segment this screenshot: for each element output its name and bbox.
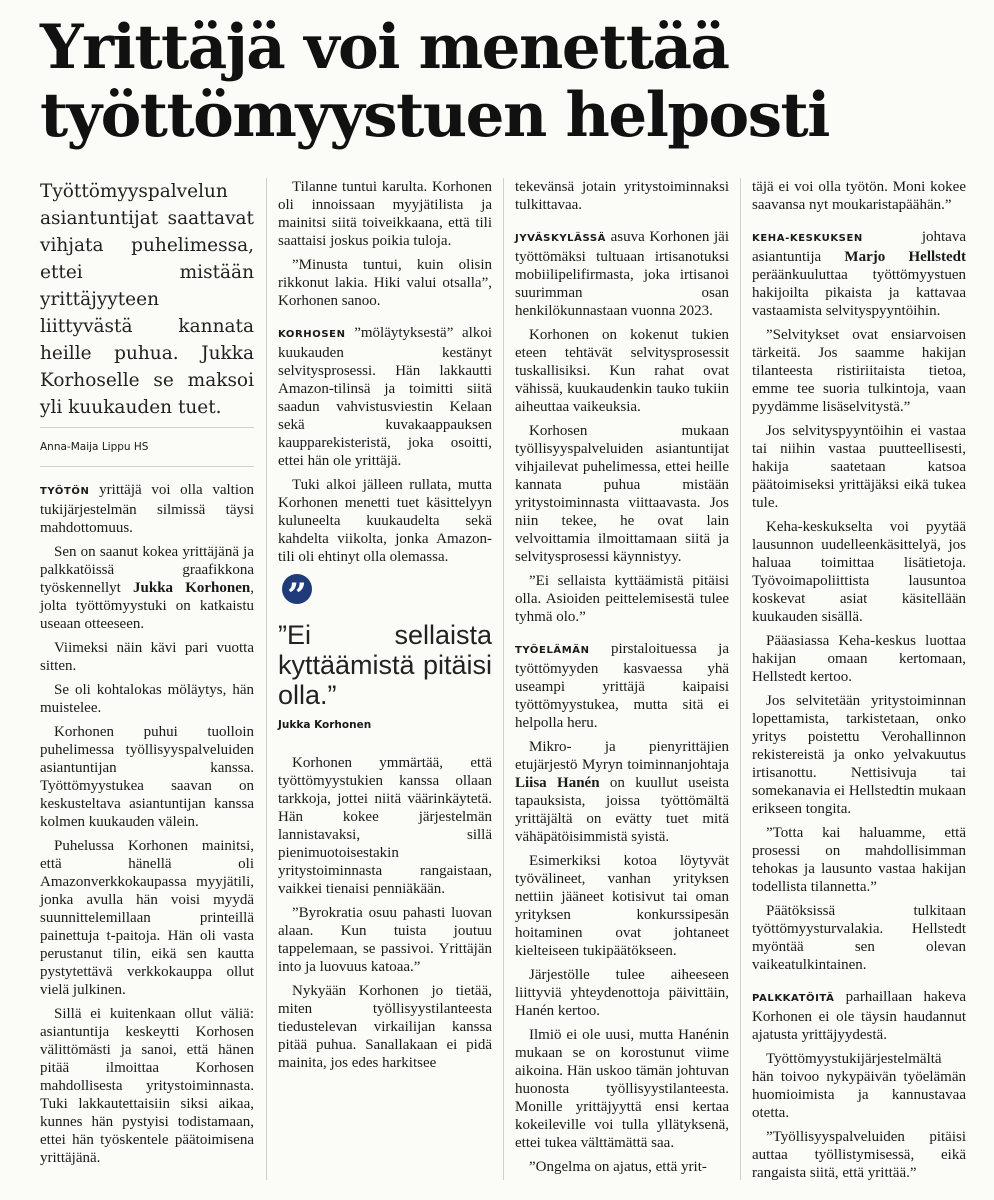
lead-paragraph: Työttömyyspalvelun asiantuntijat saattavat vihjata puhelimessa, ettei mistään yrittäjyyteen liittyvästä kannata heille puhua. Jukka Korhoselle se maksoi yli kuukauden tuet. [40,181,254,418]
section-lead-caps: PALKKATÖITÄ [752,993,835,1004]
column-3 [515,178,729,1182]
column-divider [740,178,741,1180]
section-lead-caps: JYVÄSKYLÄSSÄ [515,233,606,244]
paragraph-text: parhaillaan hakeva Korhonen ei ole täysin haudannut ajatusta yrittäjyydestä. [752,989,966,1043]
paragraph: Tuki alkoi jälleen rullata, mutta Korhonen menetti tuet käsittelyyn kuluneelta kuukaudelta sekä kahdelta viikolta, jonka Amazon-tili oli ehtinyt olla olemassa. [278,477,492,565]
paragraph: ”Minusta tuntui, kuin olisin rikkonut lakia. Hiki valui otsalla”, Korhonen sanoo. [278,257,492,309]
paragraph-text: pirstaloituessa ja työttömyyden kasvaessa yhä useampi yrittäjä kaipaisi työttömyystukea, mutta sitä ei helpolla heru. [515,641,729,731]
paragraph-text: peräänkuuluttaa työttömyystuen hakijoilta pikaista ja kattavaa vastaamista selvityspyyntöihin. [752,267,966,319]
paragraph: Korhonen ymmärtää, että työttömyystukien kanssa ollaan tarkkoja, jottei niitä väärinkäytetä. Hän kokee järjestelmän lannistavaksi, sillä pienimuotoisestakin yritystoiminnasta rangaistaan, vaikkei tienaisi penniäkään. [278,755,492,897]
column-4 [752,178,966,1188]
paragraph: Korhonen on kokenut tukien eteen tehtävät selvitysprosessit tuskallisiksi. Kun rahat ovat vähissä, kuukaudenkin tauko tukiin aiheuttaa vaikeuksia. [515,327,729,415]
column-1 [40,178,254,1173]
paragraph [40,543,254,633]
column-divider [503,178,504,1180]
byline: Anna-Maija Lippu HS [40,427,254,467]
paragraph: Sillä ei kuitenkaan ollut väliä: asiantuntija keskeytti Korhosen välittömästi ja sanoi, että hänen pitää ilmoittaa Korhosen mahdollisesta yritystoiminnasta. Tuki lakkautettaisiin siksi aikaa, kunnes hän pystyisi todistamaan, ettei hän työskentele päätoimisena yrittäjänä. [40,1006,254,1166]
paragraph-text: on kuullut useista tapauksista, joissa työttömältä yrittäjältä on evätty tuet mitä vähäpätöisimmistä syistä. [515,775,730,845]
paragraph: Esimerkiksi kotoa löytyvät työvälineet, vanhan yrityksen nettiin jääneet kotisivut tai oman yrityksen konkurssipesän hoitaminen ovat johtaneet kielteiseen tukipäätökseen. [515,853,729,959]
paragraph: Puhelussa Korhonen mainitsi, että hänellä oli Amazonverkkokaupassa myyjätili, jonka avulla hän voisi myydä suunnittelemillaan printeillä painettuja t-paitoja. Hän oli vasta perustanut tilin, eikä sen kautta pystytettävä verkkokauppa ollut vielä julkinen. [40,838,254,998]
paragraph: Nykyään Korhonen jo tietää, miten työllisyystilanteesta tiedustelevan virkailijan kanssa pitää puhua. Sanallakaan ei pidä mainita, jos edes harkitsee [278,983,492,1071]
paragraph: Viimeksi näin kävi pari vuotta sitten. [40,640,254,674]
paragraph: ”Totta kai haluamme, että prosessi on mahdollisimman tehokas ja lausunto vastaa hakijan todellista tilannetta.” [752,825,966,895]
paragraph: ”Byrokratia osuu pahasti luovan alaan. Kun tuista joutuu tappelemaan, se passivoi. Yrittäjän into ja luovuus katoaa.” [278,905,492,975]
paragraph: Pääasiassa Keha-keskus luottaa hakijan omaan kertomaan, Hellstedt kertoo. [752,633,966,685]
paragraph: Jos selvitetään yritystoiminnan lopettamista, tarkistetaan, onko yritys poistettu Verohallinnon rekistereistä ja onko yelvakuutus irtisanottu. Nettisivuja tai somekanavia ei Hellstedtin mukaan erikseen tongita. [752,693,966,817]
paragraph: Päätöksissä tulkitaan työttömyysturvalakia. Hellstedt myöntää sen olevan vaikeatulkintainen. [752,903,966,973]
pull-quote [278,574,492,734]
paragraph [752,228,966,320]
section-lead-caps: TYÖELÄMÄN [515,645,590,656]
paragraph-text: Mikro- ja pienyrittäjien etujärjestö Myryn toiminnanjohtaja [515,739,729,773]
pull-quote-source: Jukka Korhonen [278,719,372,731]
paragraph [515,228,729,320]
paragraph-text: ”möläytyksestä” alkoi kuukauden kestänyt selvitysprosessi. Hän lakkautti Amazon-tilinsä ja toimitti siitä saadun vahvistusviestin Kelaan sekä kuvakaappauksen kaupparekisteristä, joka osoitti, ettei hän ole yrittäjä. [278,325,492,469]
paragraph-text: yrittäjä voi olla valtion tukijärjestelmän silmissä täysi mahdottomuus. [40,482,254,536]
paragraph [752,988,966,1044]
paragraph: Se oli kohtalokas möläytys, hän muistelee. [40,682,254,716]
paragraph: Työttömyystukijärjestelmältä hän toivoo nykypäivän työelämän huomioimista ja kannustavaa otetta. [752,1051,966,1121]
paragraph [278,324,492,470]
column-divider [266,178,267,1180]
person-name: Marjo Hellstedt [844,249,966,265]
paragraph: ”Työllisyyspalveluiden pitäisi auttaa työllistymisessä, eikä rangaista siitä, että yrittää.” [752,1129,966,1181]
paragraph: ”Ongelma on ajatus, että yrit- [529,1159,707,1175]
paragraph: ”Ei sellaista kyttäämistä pitäisi olla. Asioiden peittelemisestä tulee tyhmä olo.” [515,573,729,625]
column-2 [278,178,492,1078]
section-lead-caps: KORHOSEN [278,329,346,340]
paragraph: Jos selvityspyyntöihin ei vastaa tai niihin vastaa puutteellisesti, hakija saatetaan katsoa päätoimiseksi yrittäjäksi eikä tukea tule. [752,423,966,511]
paragraph: Tilanne tuntui karulta. Korhonen oli innoissaan myyjätilista ja mainitsi siitä toiveikkaana, että tili saattaisi joskus poikia tuloja. [278,179,492,249]
section-lead-caps: TYÖTÖN [40,486,90,497]
paragraph: Korhonen puhui tuolloin puhelimessa työllisyyspalveluiden asiantuntijan kanssa. Työttömyystukea saavan on keskusteltava asiantuntijan kanssa kolmen kuukauden välein. [40,724,254,830]
paragraph-text: asuva Korhonen jäi työttömäksi tultuaan irtisanotuksi mobiilipelifirmasta, joka irtisanoi suurimman osan henkilökunnastaan vuonna 2023. [515,229,729,319]
pull-quote-text: ”Ei sellaista kyttäämistä pitäisi olla.” [278,620,492,710]
person-name: Jukka Korhonen [133,580,251,596]
paragraph [515,738,729,846]
paragraph: täjä ei voi olla työtön. Moni kokee saavansa nyt moukaristapäähän.” [752,179,966,213]
person-name: Liisa Hanén [515,775,600,791]
section-lead-caps: KEHA-KESKUKSEN [752,233,863,244]
paragraph-text: Sen on saanut kokea yrittäjänä ja palkkatöissä graafikkona työskennellyt [40,544,254,596]
paragraph: ”Selvitykset ovat ensiarvoisen tärkeitä. Jos saamme hakijan tilanteesta ristiriitaista tietoa, emme tee suoria tulkintoja, vaan pyydämme lisäselvitystä.” [752,327,966,415]
paragraph: Ilmiö ei ole uusi, mutta Hanénin mukaan se on korostunut viime aikoina. Hän uskoo tämän johtuvan huonosta työllisyystilanteesta. Monille yrittäjyyttä ensi kertaa kokeileville voi tulla yllätyksenä, ettei tukea välttämättä saa. [515,1027,729,1151]
paragraph-text: , jolta työttömyystuki on katkaistu useaan otteeseen. [40,580,254,632]
quote-mark-icon: ” [282,574,312,604]
headline: Yrittäjä voi menettää työttömyystuen helposti [40,12,829,151]
paragraph [515,640,729,732]
paragraph: Järjestölle tulee aiheeseen liittyviä yhteydenottoja päivittäin, Hanén kertoo. [515,967,729,1019]
paragraph: Korhosen mukaan työllisyyspalveluiden asiantuntijat vihjailevat puhelimessa, ettei heille kannata puhua mistään yritystoiminnasta viittaavasta. Jos niin tekee, he ovat lain velvoittamia ilmoittamaan siitä ja selvitysprosessi käynnistyy. [515,423,729,565]
paragraph: Keha-keskukselta voi pyytää lausunnon uudelleenkäsittelyä, jos haluaa toimittaa lisätietoja. Työvoimapoliittista lausuntoa koskevat asiat käsitellään kuukauden sisällä. [752,519,966,625]
paragraph [40,481,254,537]
paragraph: tekevänsä jotain yritystoiminnaksi tulkittavaa. [515,179,729,213]
paragraph-text: johtava asiantuntija [752,229,966,265]
